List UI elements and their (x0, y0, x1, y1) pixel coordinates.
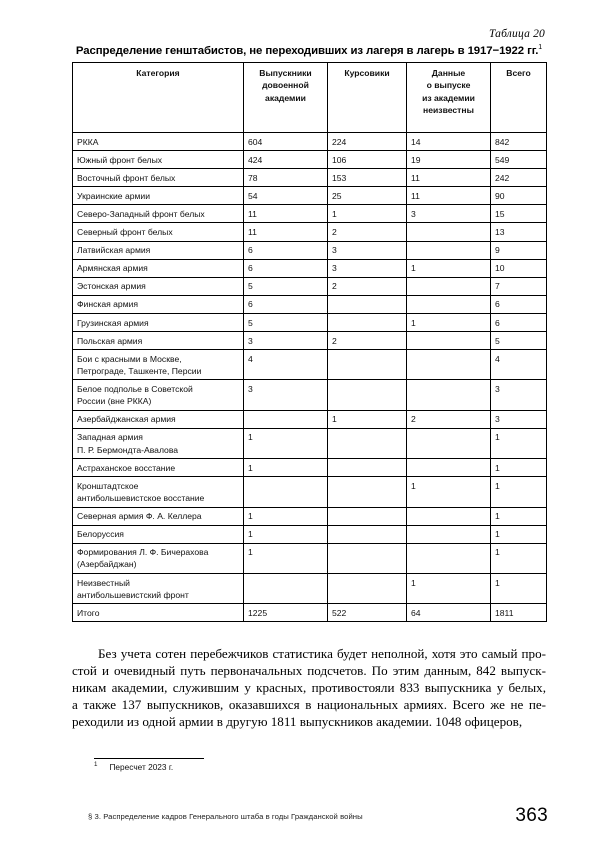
cell-graduates: 11 (244, 223, 328, 241)
cell-graduates: 1 (244, 507, 328, 525)
table-row (73, 332, 547, 350)
cell-line: Азербайджанская армия (77, 414, 176, 425)
cell-cadets (328, 350, 407, 380)
cell-total: 1 (491, 477, 547, 507)
paragraph-line: реходили из одной армии в другую 1811 выпускников академии. 1048 офицеров, (72, 714, 523, 730)
cell-category (73, 380, 244, 410)
cell-unknown: 3 (407, 205, 491, 223)
cell-total: 3 (491, 410, 547, 428)
cell-category (73, 459, 244, 477)
table-container (72, 62, 546, 622)
table-row (73, 205, 547, 223)
header-line: Категория (136, 68, 180, 78)
cell-unknown: 19 (407, 151, 491, 169)
footer-running-title: § 3. Распределение кадров Генерального штаба в годы Гражданской войны (88, 812, 363, 821)
cell-category (73, 507, 244, 525)
cell-category (73, 350, 244, 380)
paragraph-line: никам академии, служившим у красных, противостояли 833 выпускника у белых, (72, 680, 546, 696)
cell-unknown: 1 (407, 259, 491, 277)
cell-total: 549 (491, 151, 547, 169)
column-header-cadets (328, 63, 407, 133)
cell-line: антибольшевистское восстание (77, 493, 205, 503)
cell-unknown: 64 (407, 604, 491, 622)
cell-category (73, 313, 244, 331)
cell-cadets (328, 295, 407, 313)
cell-cadets: 153 (328, 169, 407, 187)
cell-cadets (328, 573, 407, 603)
cell-unknown (407, 380, 491, 410)
cell-line: Северо-Западный фронт белых (77, 208, 205, 219)
table-row (73, 187, 547, 205)
cell-graduates: 78 (244, 169, 328, 187)
table-row (73, 133, 547, 151)
paragraph-line: а также 137 выпускников, оказавшихся в национальных армиях. Всего же не пе- (72, 697, 546, 713)
column-header-unknown (407, 63, 491, 133)
cell-category (73, 332, 244, 350)
footer-page-number: 363 (515, 805, 548, 826)
cell-graduates: 6 (244, 295, 328, 313)
table-row (73, 410, 547, 428)
cell-cadets: 3 (328, 241, 407, 259)
header-line: Курсовики (344, 68, 390, 78)
cell-cadets: 106 (328, 151, 407, 169)
cell-line: Северная армия Ф. А. Келлера (77, 511, 202, 522)
cell-graduates: 3 (244, 332, 328, 350)
cell-total: 15 (491, 205, 547, 223)
cell-graduates: 5 (244, 313, 328, 331)
cell-cadets (328, 507, 407, 525)
table-row (73, 169, 547, 187)
cell-category (73, 151, 244, 169)
cell-unknown (407, 241, 491, 259)
footnote-text: Пересчет 2023 г. (109, 762, 174, 772)
cell-unknown: 1 (407, 573, 491, 603)
cell-category (73, 133, 244, 151)
cell-line: Грузинская армия (77, 317, 149, 328)
table-row (73, 295, 547, 313)
cell-cadets: 3 (328, 259, 407, 277)
table-row (73, 223, 547, 241)
cell-cadets (328, 380, 407, 410)
cell-total: 5 (491, 332, 547, 350)
header-line: о выпуске (426, 80, 471, 91)
cell-unknown (407, 277, 491, 295)
table-title (72, 45, 546, 57)
footnote-separator (94, 758, 204, 759)
body-paragraph (72, 645, 546, 730)
cell-line: (Азербайджан) (77, 559, 137, 570)
table-row (73, 241, 547, 259)
column-header-category (73, 63, 244, 133)
table-title-text: Распределение генштабистов, не переходивших из лагеря в лагерь в 1917−1922 гг. (75, 45, 539, 57)
cell-total: 10 (491, 259, 547, 277)
cell-category (73, 604, 244, 622)
cell-category (73, 295, 244, 313)
cell-cadets (328, 477, 407, 507)
cell-graduates: 1 (244, 459, 328, 477)
cell-line: РККА (77, 136, 99, 147)
cell-category (73, 259, 244, 277)
cell-category (73, 169, 244, 187)
table-body (73, 133, 547, 622)
footnote-marker: 1 (94, 761, 98, 769)
cell-graduates (244, 477, 328, 507)
cell-line: Белое подполье в Советской (77, 384, 193, 395)
cell-unknown: 2 (407, 410, 491, 428)
cell-graduates: 4 (244, 350, 328, 380)
cell-unknown (407, 332, 491, 350)
cell-cadets: 25 (328, 187, 407, 205)
table-title-footnote-marker: 1 (538, 44, 543, 52)
cell-line: Итого (77, 607, 100, 618)
cell-total: 242 (491, 169, 547, 187)
cell-cadets: 2 (328, 277, 407, 295)
cell-category (73, 223, 244, 241)
cell-unknown (407, 295, 491, 313)
cell-line: Польская армия (77, 335, 143, 346)
cell-total: 6 (491, 295, 547, 313)
cell-unknown: 1 (407, 313, 491, 331)
cell-unknown (407, 525, 491, 543)
cell-unknown (407, 350, 491, 380)
cell-total: 1 (491, 459, 547, 477)
cell-line: Кронштадтское (77, 480, 139, 491)
cell-line: Финская армия (77, 299, 139, 310)
cell-graduates: 1225 (244, 604, 328, 622)
cell-line: Западная армия (77, 432, 143, 443)
cell-graduates: 1 (244, 428, 328, 458)
cell-category (73, 187, 244, 205)
table-row (73, 277, 547, 295)
cell-graduates: 11 (244, 205, 328, 223)
cell-cadets (328, 459, 407, 477)
cell-graduates: 1 (244, 525, 328, 543)
cell-line: Южный фронт белых (77, 154, 163, 165)
cell-category (73, 205, 244, 223)
cell-cadets (328, 543, 407, 573)
table-row (73, 151, 547, 169)
cell-category (73, 428, 244, 458)
cell-unknown (407, 428, 491, 458)
cell-line: Формирования Л. Ф. Бичерахова (77, 547, 209, 558)
cell-graduates (244, 573, 328, 603)
header-line: из академии (422, 92, 475, 103)
cell-line: Неизвестный (77, 577, 130, 588)
cell-cadets: 2 (328, 332, 407, 350)
header-line: академии (265, 92, 306, 103)
cell-line: Астраханское восстание (77, 462, 176, 473)
cell-unknown (407, 507, 491, 525)
cell-total: 842 (491, 133, 547, 151)
cell-line: Северный фронт белых (77, 227, 173, 238)
cell-unknown (407, 223, 491, 241)
table-row (73, 259, 547, 277)
footnote (94, 762, 173, 772)
cell-line: Украинские армии (77, 190, 151, 201)
cell-total: 1 (491, 525, 547, 543)
cell-line: Латвийская армия (77, 245, 151, 256)
cell-unknown (407, 543, 491, 573)
cell-total: 13 (491, 223, 547, 241)
table-row (73, 459, 547, 477)
cell-line: Бои с красными в Москве, (77, 353, 182, 364)
paragraph-line: Без учета сотен перебежчиков статистика будет неполной, хотя это самый про- (98, 646, 546, 661)
cell-total: 90 (491, 187, 547, 205)
paragraph-line: стой и очевидный путь первоначальных подсчетов. По этим данным, 842 выпуск- (72, 663, 546, 679)
column-header-graduates (244, 63, 328, 133)
cell-line: Петрограде, Ташкенте, Персии (77, 365, 202, 376)
cell-graduates: 5 (244, 277, 328, 295)
header-line: довоенной (262, 80, 309, 91)
cell-cadets: 1 (328, 205, 407, 223)
cell-graduates: 604 (244, 133, 328, 151)
cell-category (73, 477, 244, 507)
column-header-total (491, 63, 547, 133)
cell-total: 3 (491, 380, 547, 410)
cell-cadets: 2 (328, 223, 407, 241)
header-line: Выпускники (259, 68, 312, 78)
cell-total: 7 (491, 277, 547, 295)
cell-unknown: 14 (407, 133, 491, 151)
cell-total: 9 (491, 241, 547, 259)
table-row (73, 573, 547, 603)
cell-line: П. Р. Бермондта-Авалова (77, 444, 179, 455)
cell-category (73, 543, 244, 573)
cell-line: Армянская армия (77, 263, 148, 274)
cell-unknown: 11 (407, 187, 491, 205)
distribution-table (72, 62, 547, 622)
cell-category (73, 241, 244, 259)
header-line: Всего (506, 68, 531, 78)
table-row (73, 543, 547, 573)
table-row (73, 477, 547, 507)
table-row (73, 525, 547, 543)
cell-category (73, 410, 244, 428)
cell-cadets (328, 428, 407, 458)
table-row (73, 313, 547, 331)
cell-total: 1 (491, 573, 547, 603)
cell-line: Эстонская армия (77, 281, 146, 292)
header-line: неизвестны (423, 105, 474, 116)
cell-total: 1811 (491, 604, 547, 622)
table-header-row (73, 63, 547, 133)
cell-cadets (328, 313, 407, 331)
cell-category (73, 525, 244, 543)
cell-cadets (328, 525, 407, 543)
cell-graduates: 54 (244, 187, 328, 205)
cell-category (73, 277, 244, 295)
cell-line: Белоруссия (77, 529, 124, 540)
table-row (73, 507, 547, 525)
cell-graduates: 1 (244, 543, 328, 573)
header-line: Данные (431, 68, 466, 78)
cell-total: 1 (491, 543, 547, 573)
cell-line: Восточный фронт белых (77, 172, 176, 183)
cell-cadets: 1 (328, 410, 407, 428)
cell-graduates: 3 (244, 380, 328, 410)
table-number-label: Таблица 20 (488, 28, 545, 40)
cell-total: 1 (491, 507, 547, 525)
cell-line: антибольшевистский фронт (77, 589, 189, 600)
table-row (73, 428, 547, 458)
table-row (73, 380, 547, 410)
cell-total: 1 (491, 428, 547, 458)
cell-graduates (244, 410, 328, 428)
cell-graduates: 424 (244, 151, 328, 169)
cell-cadets: 522 (328, 604, 407, 622)
cell-graduates: 6 (244, 259, 328, 277)
table-header (73, 63, 547, 133)
cell-unknown (407, 459, 491, 477)
table-row (73, 604, 547, 622)
cell-graduates: 6 (244, 241, 328, 259)
cell-cadets: 224 (328, 133, 407, 151)
cell-line: России (вне РККА) (77, 396, 152, 407)
table-row (73, 350, 547, 380)
cell-category (73, 573, 244, 603)
cell-unknown: 11 (407, 169, 491, 187)
cell-total: 4 (491, 350, 547, 380)
cell-unknown: 1 (407, 477, 491, 507)
cell-total: 6 (491, 313, 547, 331)
